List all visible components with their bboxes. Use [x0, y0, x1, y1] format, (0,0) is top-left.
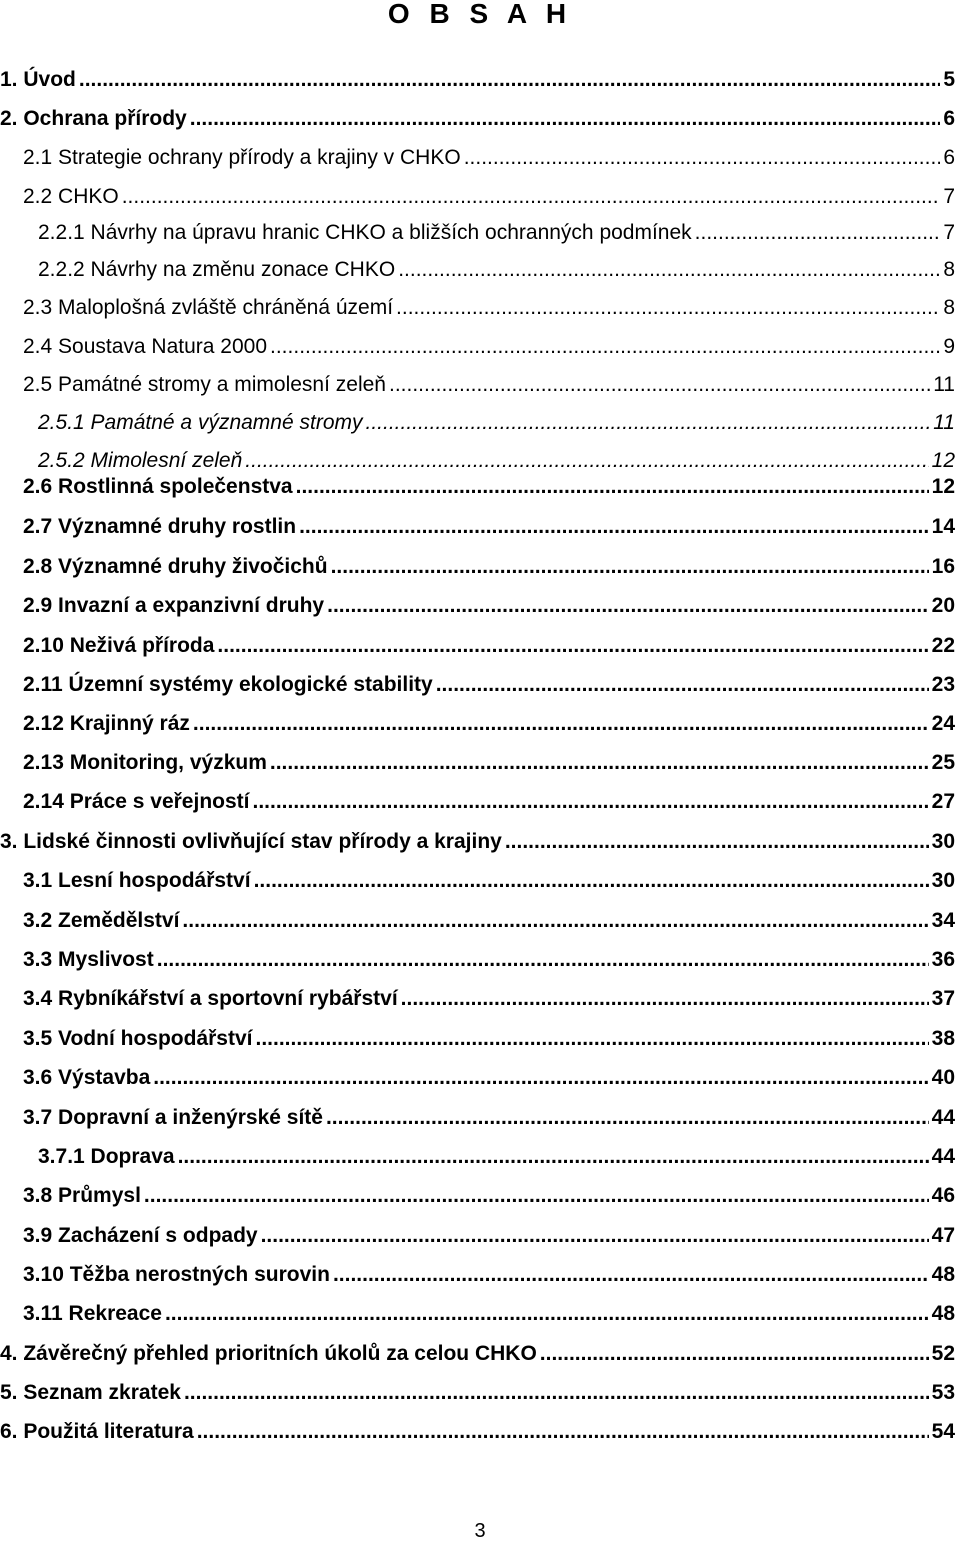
toc-entry	[23, 552, 955, 582]
page-number: 3	[474, 1520, 486, 1542]
toc-entry-page: 40	[931, 1066, 955, 1089]
toc-entry-label: 3.6 Výstavba	[23, 1066, 151, 1089]
toc-entry-page: 8	[943, 296, 955, 319]
toc-entry-leader-dots	[326, 1103, 929, 1133]
toc-entry	[23, 866, 955, 896]
toc-entry-leader-dots	[165, 1299, 929, 1329]
toc-entry-leader-dots	[254, 866, 929, 896]
toc-entry-label: 2.2.1 Návrhy na úpravu hranic CHKO a bližších ochranných podmínek	[38, 221, 692, 244]
toc-entry-page: 14	[931, 515, 955, 538]
toc-entry-page: 44	[931, 1106, 955, 1129]
toc-entry-label: 2.3 Maloplošná zvláště chráněná území	[23, 296, 394, 319]
toc-entry	[23, 1221, 955, 1251]
toc-entry-leader-dots	[79, 65, 940, 95]
toc-entry-label: 3.2 Zemědělství	[23, 909, 180, 932]
toc-entry-label: 2.2.2 Návrhy na změnu zonace CHKO	[38, 258, 396, 281]
toc-entry-label: 3.4 Rybníkářství a sportovní rybářství	[23, 987, 398, 1010]
toc-entry	[23, 512, 955, 542]
toc-entry-label: 1. Úvod	[0, 68, 76, 91]
toc-entry-page: 9	[943, 335, 955, 358]
toc-entry-label: 2.4 Soustava Natura 2000	[23, 335, 268, 358]
toc-entry	[23, 670, 955, 700]
toc-entry-leader-dots	[144, 1181, 929, 1211]
toc-entry	[23, 1063, 955, 1093]
toc-entry-leader-dots	[366, 408, 931, 438]
toc-entry-page: 30	[931, 830, 955, 853]
toc-entry-label: 5. Seznam zkratek	[0, 1381, 181, 1404]
toc-entry	[23, 1181, 955, 1211]
toc-entry-page: 7	[943, 221, 955, 244]
toc-entry-label: 4. Závěrečný přehled prioritních úkolů za celou CHKO	[0, 1342, 537, 1365]
toc-entry	[23, 143, 955, 173]
toc-entry	[0, 1378, 955, 1408]
toc-entry	[38, 408, 955, 438]
toc-entry-page: 53	[931, 1381, 955, 1404]
toc-entry-leader-dots	[157, 945, 929, 975]
toc-entry	[23, 472, 955, 502]
toc-entry-label: 2.2 CHKO	[23, 185, 119, 208]
toc-entry-leader-dots	[401, 984, 929, 1014]
toc-entry	[23, 709, 955, 739]
toc-entry-label: 3.9 Zacházení s odpady	[23, 1224, 258, 1247]
toc-entry-leader-dots	[261, 1221, 929, 1251]
toc-entry-page: 12	[931, 475, 955, 498]
toc-entry-leader-dots	[333, 1260, 929, 1290]
toc-entry	[23, 332, 955, 362]
toc-entry-page: 47	[931, 1224, 955, 1247]
toc-entry-page: 5	[943, 68, 955, 91]
toc-entry-page: 12	[931, 449, 955, 472]
toc-entry-leader-dots	[327, 591, 929, 621]
toc-entry-label: 3.11 Rekreace	[23, 1302, 162, 1325]
toc-entry-label: 2.8 Významné druhy živočichů	[23, 555, 328, 578]
toc-entry-page: 52	[931, 1342, 955, 1365]
toc-entry-page: 54	[931, 1420, 955, 1443]
toc-entry-label: 2.9 Invazní a expanzivní druhy	[23, 594, 325, 617]
toc-entry	[23, 1024, 955, 1054]
toc-entry-page: 6	[943, 107, 955, 130]
toc-entry-page: 25	[931, 751, 955, 774]
toc-entry-leader-dots	[505, 827, 929, 857]
toc-entry-page: 8	[943, 258, 955, 281]
toc-entry-leader-dots	[396, 293, 940, 323]
toc-entry	[38, 255, 955, 285]
toc-entry	[38, 218, 955, 248]
toc-entry-leader-dots	[540, 1339, 929, 1369]
toc-entry-label: 2.10 Neživá příroda	[23, 634, 215, 657]
toc-entry-label: 3.5 Vodní hospodářství	[23, 1027, 253, 1050]
toc-entry-label: 2.5.2 Mimolesní zeleň	[38, 449, 243, 472]
toc-entry	[23, 1260, 955, 1290]
toc-entry-page: 27	[931, 790, 955, 813]
toc-entry	[0, 827, 955, 857]
toc-entry-page: 30	[931, 869, 955, 892]
toc-entry-page: 37	[931, 987, 955, 1010]
toc-entry-label: 2. Ochrana přírody	[0, 107, 187, 130]
toc-entry-page: 44	[931, 1145, 955, 1168]
toc-entry-page: 11	[933, 411, 955, 434]
toc-entry-page: 16	[931, 555, 955, 578]
toc-entry-label: 3.7.1 Doprava	[38, 1145, 175, 1168]
toc-entry-leader-dots	[193, 709, 929, 739]
toc-entry	[0, 1417, 955, 1447]
toc-entry-leader-dots	[436, 670, 929, 700]
toc-entry-leader-dots	[389, 370, 930, 400]
toc-entry-leader-dots	[153, 1063, 928, 1093]
toc-entry-label: 2.13 Monitoring, výzkum	[23, 751, 267, 774]
toc-entry-page: 7	[943, 185, 955, 208]
toc-entry	[23, 945, 955, 975]
toc-entry-page: 46	[931, 1184, 955, 1207]
toc-entry	[23, 182, 955, 212]
toc-entry-label: 2.5.1 Památné a významné stromy	[38, 411, 363, 434]
toc-entry	[23, 787, 955, 817]
toc-entry-page: 6	[943, 146, 955, 169]
toc-entry-page: 48	[931, 1302, 955, 1325]
toc-entry-label: 2.1 Strategie ochrany přírody a krajiny v CHKO	[23, 146, 461, 169]
toc-entry-label: 2.7 Významné druhy rostlin	[23, 515, 297, 538]
toc-entry-page: 34	[931, 909, 955, 932]
toc-entry-leader-dots	[252, 787, 928, 817]
toc-entry-label: 2.6 Rostlinná společenstva	[23, 475, 293, 498]
toc-entry	[38, 1142, 955, 1172]
toc-entry-leader-dots	[182, 906, 928, 936]
toc-entry-leader-dots	[331, 552, 929, 582]
toc-entry-page: 38	[931, 1027, 955, 1050]
toc-entry-page: 48	[931, 1263, 955, 1286]
toc-entry-leader-dots	[695, 218, 941, 248]
toc-entry-leader-dots	[122, 182, 941, 212]
toc-entry-label: 2.14 Práce s veřejností	[23, 790, 250, 813]
toc-entry-leader-dots	[398, 255, 940, 285]
toc-entry	[23, 1299, 955, 1329]
toc-entry	[0, 1339, 955, 1369]
toc-entry	[23, 748, 955, 778]
toc-entry-leader-dots	[190, 104, 941, 134]
toc-entry	[23, 984, 955, 1014]
toc-entry-label: 3.10 Těžba nerostných surovin	[23, 1263, 330, 1286]
toc-entry-label: 2.5 Památné stromy a mimolesní zeleň	[23, 373, 386, 396]
toc-entry-leader-dots	[296, 472, 929, 502]
toc-entry-leader-dots	[255, 1024, 928, 1054]
toc-entry	[23, 591, 955, 621]
toc-entry	[0, 104, 955, 134]
toc-entry-page: 23	[931, 673, 955, 696]
toc-entry	[23, 370, 955, 400]
toc-entry	[23, 906, 955, 936]
toc-entry	[0, 65, 955, 95]
toc-entry-leader-dots	[197, 1417, 929, 1447]
toc-entry-page: 11	[933, 373, 955, 396]
toc-entry-leader-dots	[178, 1142, 929, 1172]
toc-entry-leader-dots	[299, 512, 929, 542]
toc-entry-leader-dots	[217, 631, 928, 661]
toc-entry-label: 6. Použitá literatura	[0, 1420, 194, 1443]
toc-entry-page: 22	[931, 634, 955, 657]
toc-entry-leader-dots	[270, 748, 929, 778]
toc-entry-label: 3.8 Průmysl	[23, 1184, 141, 1207]
document-title: O B S A H	[387, 0, 573, 29]
toc-entry-page: 36	[931, 948, 955, 971]
toc-entry-label: 3. Lidské činnosti ovlivňující stav přírody a krajiny	[0, 830, 502, 853]
toc-entry-label: 2.12 Krajinný ráz	[23, 712, 190, 735]
toc-entry-leader-dots	[270, 332, 940, 362]
toc-entry-label: 2.11 Územní systémy ekologické stability	[23, 673, 433, 696]
toc-entry-label: 3.3 Myslivost	[23, 948, 154, 971]
toc-entry-leader-dots	[184, 1378, 929, 1408]
toc-entry-label: 3.1 Lesní hospodářství	[23, 869, 251, 892]
toc-entry-page: 20	[931, 594, 955, 617]
toc-entry	[23, 631, 955, 661]
toc-entry	[23, 293, 955, 323]
toc-entry-page: 24	[931, 712, 955, 735]
toc-entry-label: 3.7 Dopravní a inženýrské sítě	[23, 1106, 323, 1129]
toc-entry-leader-dots	[464, 143, 941, 173]
toc-entry	[23, 1103, 955, 1133]
